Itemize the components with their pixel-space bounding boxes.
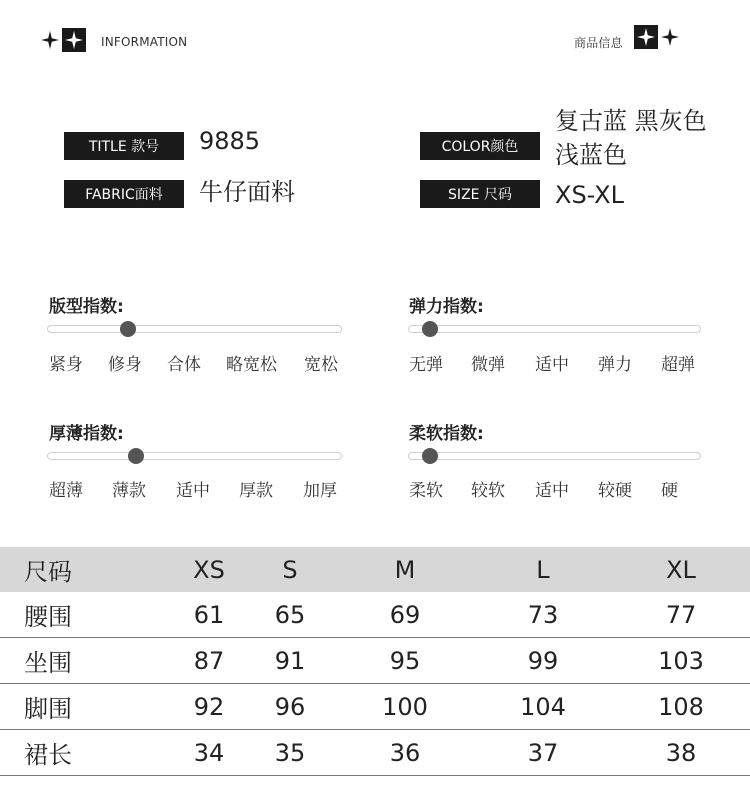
elastic-label-2: 微弹 <box>471 355 505 375</box>
table-header-cell: 尺码 <box>0 547 174 592</box>
table-cell: 100 <box>336 684 474 730</box>
table-cell: 99 <box>474 638 612 684</box>
thickness-label-1: 超薄 <box>49 481 83 501</box>
table-cell: 95 <box>336 638 474 684</box>
fit-index-title: 版型指数: <box>49 297 124 317</box>
thickness-label-4: 厚款 <box>239 481 273 501</box>
slider-track <box>408 452 701 460</box>
slider-knob <box>422 448 438 464</box>
softness-index-slider <box>408 447 701 465</box>
fit-label-3: 合体 <box>167 355 201 375</box>
table-cell: 61 <box>174 592 244 638</box>
table-cell: 87 <box>174 638 244 684</box>
table-cell: 38 <box>612 730 750 776</box>
table-cell: 65 <box>244 592 336 638</box>
elastic-label-1: 无弹 <box>409 355 443 375</box>
elastic-index-slider <box>408 320 701 338</box>
slider-knob <box>422 321 438 337</box>
header-right-icons <box>634 25 679 49</box>
size-table <box>0 547 750 776</box>
table-row <box>0 684 750 730</box>
softness-label-5: 硬 <box>661 481 678 501</box>
table-cell: 96 <box>244 684 336 730</box>
elastic-label-3: 适中 <box>535 355 569 375</box>
table-cell: 腰围 <box>0 592 174 638</box>
slider-track <box>47 325 342 333</box>
fit-index-slider <box>47 320 342 338</box>
size-value: XS-XL <box>555 181 624 209</box>
table-cell: 104 <box>474 684 612 730</box>
header-right-label: 商品信息 <box>574 36 623 50</box>
table-cell: 69 <box>336 592 474 638</box>
slider-track <box>47 452 342 460</box>
elastic-index-title: 弹力指数: <box>409 297 484 317</box>
table-header-cell: S <box>244 547 336 592</box>
fit-label-4: 略宽松 <box>226 355 277 375</box>
color-value-line2: 浅蓝色 <box>555 141 627 169</box>
table-cell: 77 <box>612 592 750 638</box>
four-point-star-icon <box>661 28 679 46</box>
softness-label-1: 柔软 <box>409 481 443 501</box>
table-cell: 脚围 <box>0 684 174 730</box>
table-header-cell: XL <box>612 547 750 592</box>
table-row <box>0 592 750 638</box>
table-row <box>0 638 750 684</box>
header-left-icons <box>41 28 86 52</box>
table-cell: 92 <box>174 684 244 730</box>
fabric-tag: FABRIC面料 <box>64 180 184 208</box>
thickness-index-title: 厚薄指数: <box>49 424 124 444</box>
four-point-star-icon <box>62 28 86 52</box>
slider-track <box>408 325 701 333</box>
table-row <box>0 730 750 776</box>
softness-label-3: 适中 <box>535 481 569 501</box>
four-point-star-icon <box>634 25 658 49</box>
table-cell: 裙长 <box>0 730 174 776</box>
table-header-cell: XS <box>174 547 244 592</box>
table-cell: 35 <box>244 730 336 776</box>
elastic-label-4: 弹力 <box>598 355 632 375</box>
slider-knob <box>120 321 136 337</box>
table-cell: 108 <box>612 684 750 730</box>
fit-label-1: 紧身 <box>49 355 83 375</box>
table-cell: 103 <box>612 638 750 684</box>
softness-label-4: 较硬 <box>598 481 632 501</box>
fit-label-2: 修身 <box>108 355 142 375</box>
elastic-label-5: 超弹 <box>661 355 695 375</box>
thickness-index-slider <box>47 447 342 465</box>
table-cell: 36 <box>336 730 474 776</box>
title-tag: TITLE 款号 <box>64 132 184 160</box>
slider-knob <box>128 448 144 464</box>
title-value: 9885 <box>199 127 261 155</box>
softness-index-title: 柔软指数: <box>409 424 484 444</box>
thickness-label-3: 适中 <box>176 481 210 501</box>
table-header-cell: M <box>336 547 474 592</box>
softness-label-2: 较软 <box>471 481 505 501</box>
fabric-value: 牛仔面料 <box>199 178 295 206</box>
thickness-label-2: 薄款 <box>112 481 146 501</box>
table-cell: 34 <box>174 730 244 776</box>
table-header-row <box>0 547 750 592</box>
table-cell: 91 <box>244 638 336 684</box>
thickness-label-5: 加厚 <box>303 481 337 501</box>
color-tag: COLOR颜色 <box>420 132 540 160</box>
table-cell: 37 <box>474 730 612 776</box>
header-left-label: INFORMATION <box>101 35 188 49</box>
table-header-cell: L <box>474 547 612 592</box>
color-value-line1: 复古蓝 黑灰色 <box>555 107 707 135</box>
size-tag: SIZE 尺码 <box>420 180 540 208</box>
table-cell: 坐围 <box>0 638 174 684</box>
four-point-star-icon <box>41 31 59 49</box>
fit-label-5: 宽松 <box>304 355 338 375</box>
table-cell: 73 <box>474 592 612 638</box>
